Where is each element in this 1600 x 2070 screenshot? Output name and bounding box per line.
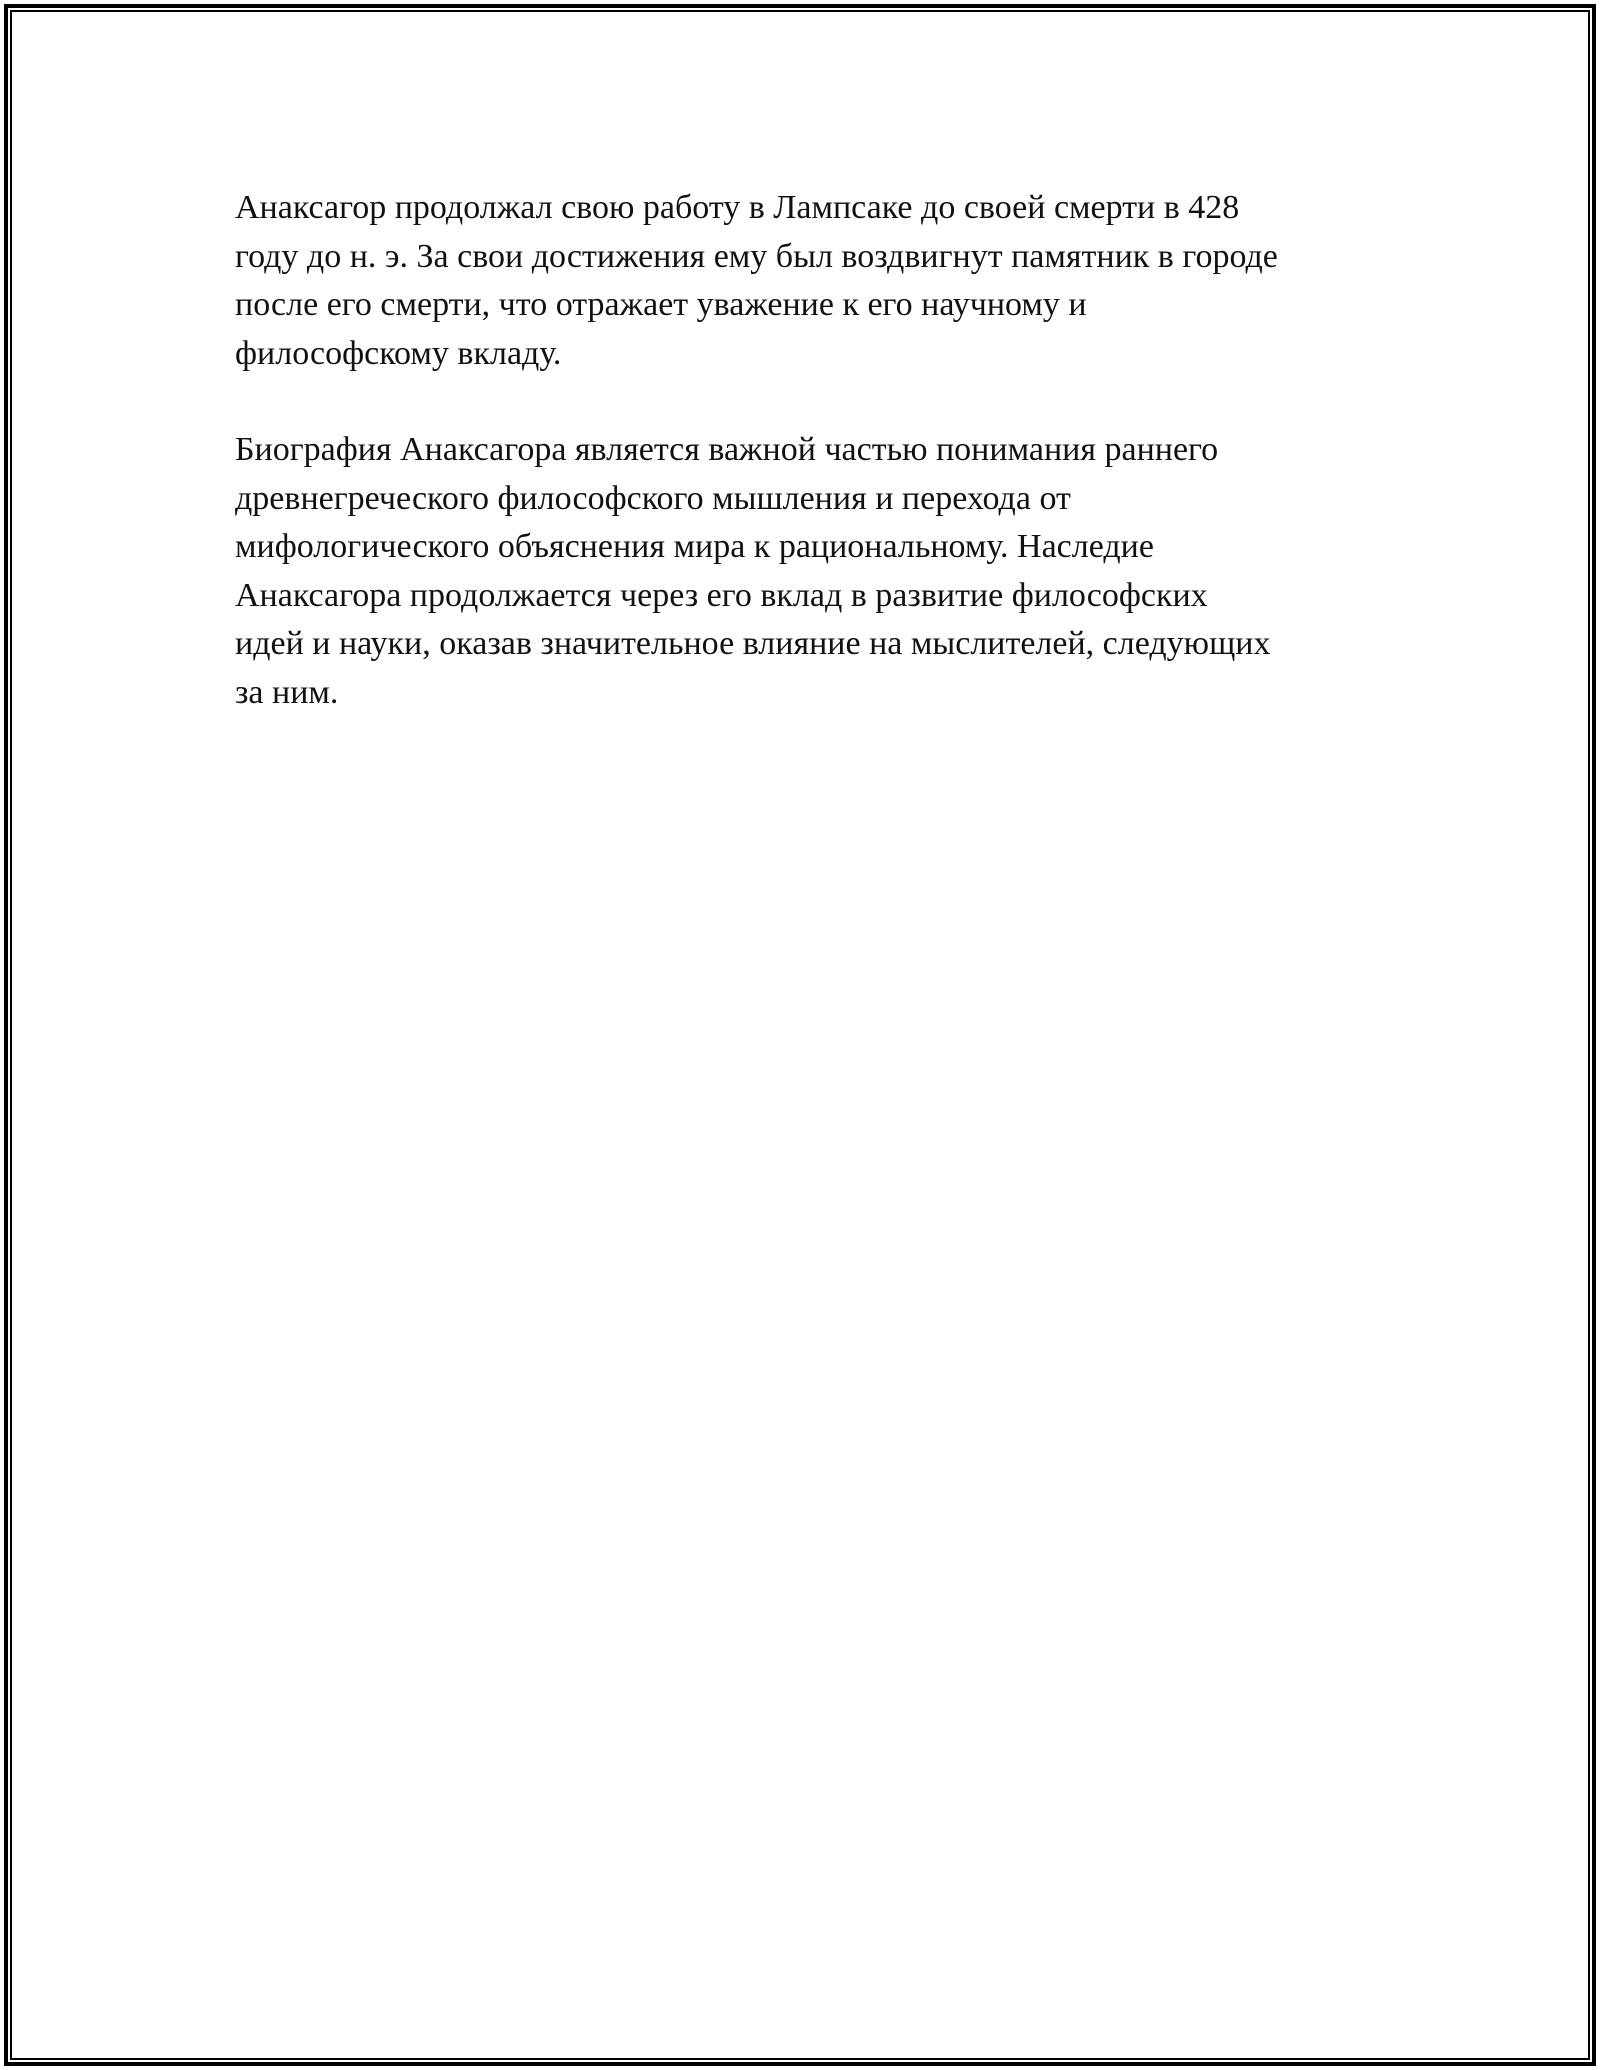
paragraph-2 xyxy=(235,426,1375,717)
text-line: Биография Анаксагора является важной частью понимания раннего xyxy=(235,431,1219,468)
text-line: Анаксагора продолжается через его вклад в развитие философских xyxy=(235,576,1208,614)
text-line: за ним. xyxy=(235,673,339,711)
text-line: древнегреческого философского мышления и перехода от xyxy=(235,479,1071,517)
text-line: философскому вкладу. xyxy=(235,334,562,372)
text-line: мифологического объяснения мира к рациональному. Наследие xyxy=(235,528,1154,565)
document-body xyxy=(235,184,1375,765)
text-line: Анаксагор продолжал свою работу в Лампсаке до своей смерти в 428 xyxy=(235,189,1240,226)
text-line: году до н. э. За свои достижения ему был воздвигнут памятник в городе xyxy=(235,237,1278,275)
text-line: после его смерти, что отражает уважение к его научному и xyxy=(235,286,1087,323)
paragraph-1 xyxy=(235,184,1375,378)
text-line: идей и науки, оказав значительное влияние на мыслителей, следующих xyxy=(235,625,1271,662)
